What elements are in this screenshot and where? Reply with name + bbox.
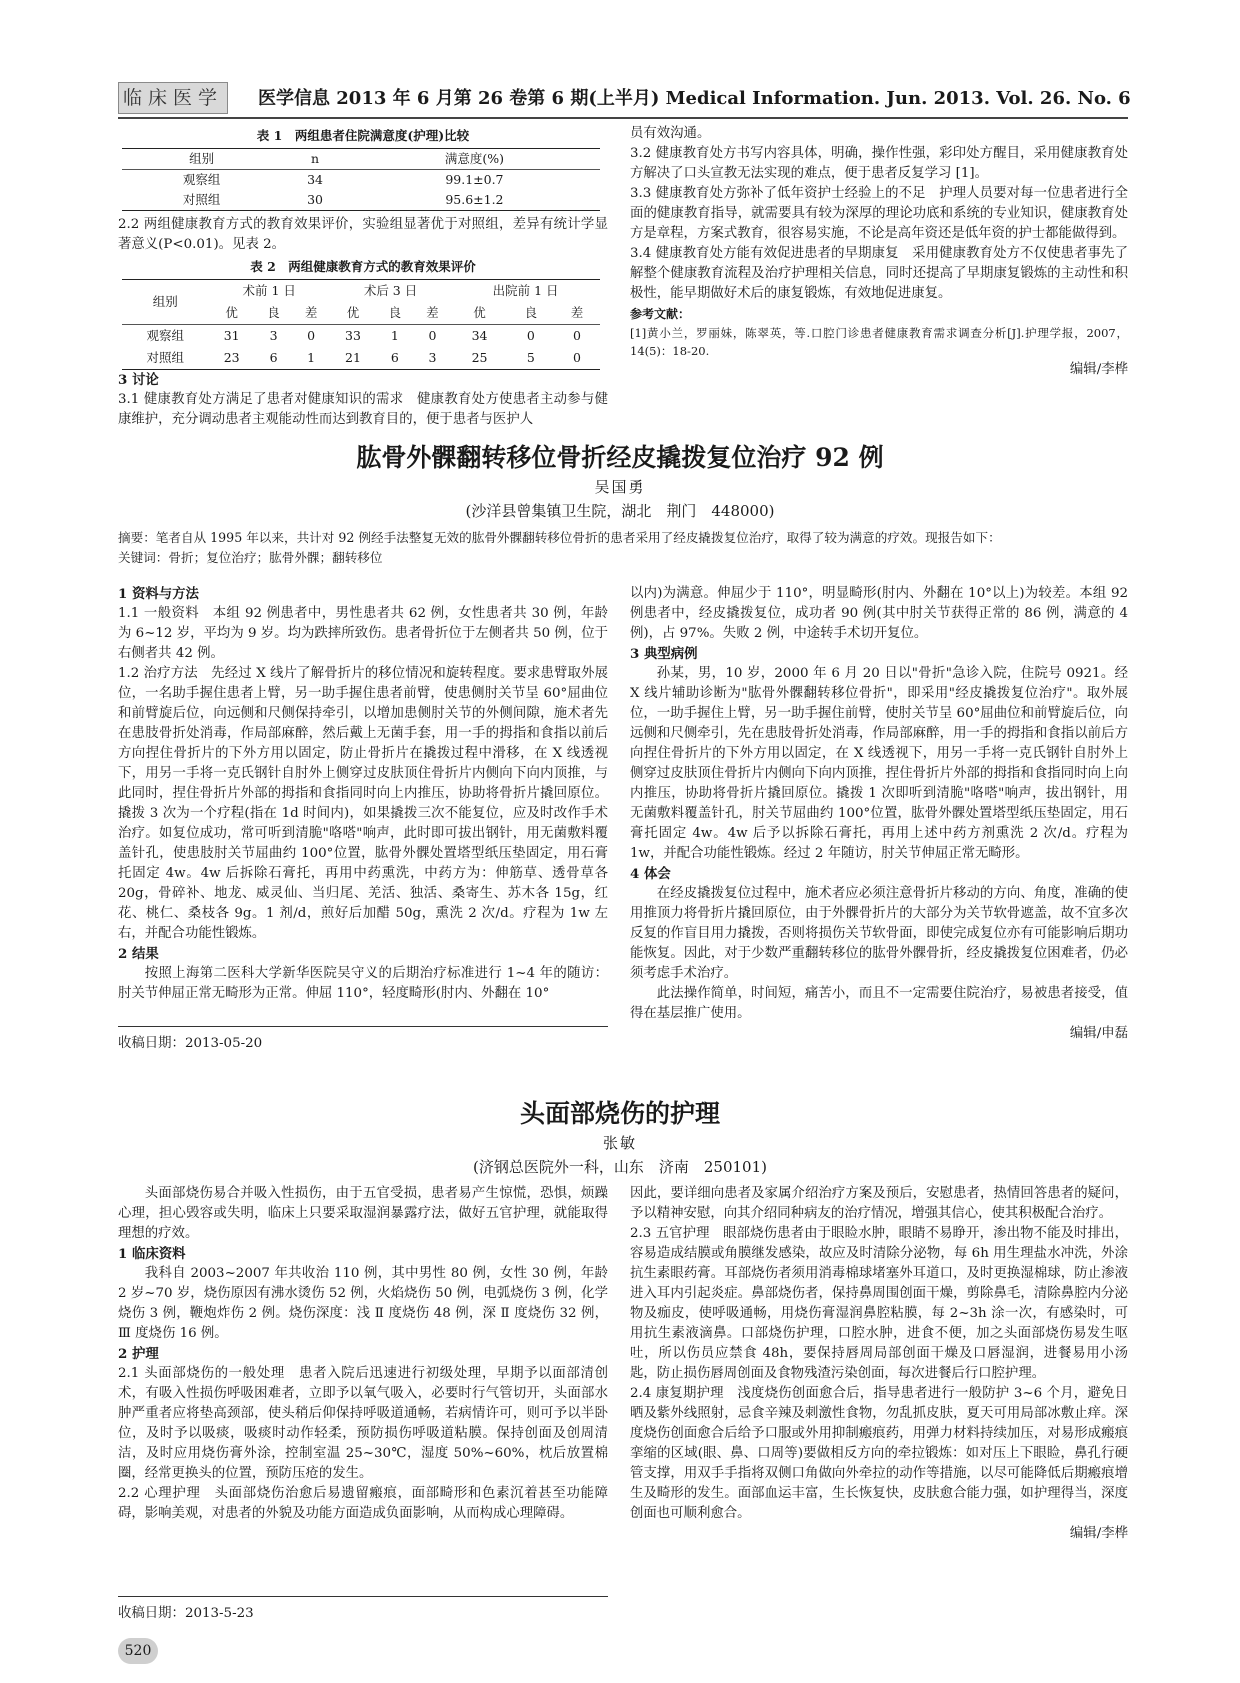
table1-caption: 表 1 两组患者住院满意度(护理)比较 bbox=[256, 128, 470, 143]
table-cell: 5 bbox=[526, 350, 535, 365]
paragraph: 孙某，男，10 岁，2000 年 6 月 20 日以"骨折"急诊入院，住院号 0921。经 X 线片辅助诊断为"肱骨外髁翻转移位骨折"，即采用"经皮撬拨复位治疗"。取外展位，一助手握住上臂，另一助手握住前臂，使肘关节呈 60°屈曲位和前臂旋后位，向远侧和尺侧牵引，先在患肢骨折处消毒，作局部麻醉，用一手的拇指和食指以前后方向捏住骨折片的下外方用以固定，在 X 线透视下，用另一手将一克氏钢针自肘外上侧穿过皮肤顶住骨折片内侧向下向内顶推，捏住骨折片外部的拇指和食指同时向上向内推压，协助将骨折片撬回原位。撬拨 1 次即听到清脆"咯嗒"响声，拔出钢针，用无菌敷料覆盖针孔，肘关节屈曲约 100°位置，肱骨外髁处置塔型纸压垫固定，用石膏托固定 4w。4w 后予以拆除石膏托，再用上述中药方剂熏洗 2 次/d。疗程为 1w，并配合功能性锻炼。经过 2 年随访，肘关节伸屈正常无畸形。 bbox=[630, 666, 1128, 861]
table-cell: 观察组 bbox=[182, 172, 221, 187]
article2-affiliation: (济钢总医院外一科，山东 济南 250101) bbox=[473, 1158, 767, 1176]
section-heading: 1 资料与方法 bbox=[118, 586, 199, 602]
table-cell: 6 bbox=[390, 350, 399, 365]
grade: 差 bbox=[570, 305, 584, 320]
table-row bbox=[122, 325, 600, 348]
section-heading: 2 护理 bbox=[118, 1346, 159, 1362]
article2-left-column bbox=[118, 1184, 608, 1524]
editor-credit: 编辑/李桦 bbox=[1069, 362, 1128, 377]
footnote-rule bbox=[118, 1596, 608, 1597]
article2-title: 头面部烧伤的护理 bbox=[519, 1099, 720, 1128]
grade: 差 bbox=[304, 305, 318, 320]
paragraph: 头面部烧伤易合并吸入性损伤，由于五官受损，患者易产生惊慌，恐惧，烦躁心理，担心毁容或失明，临床上只要采取湿润暴露疗法，做好五官护理，就能取得理想的疗效。 bbox=[118, 1186, 608, 1241]
table-cell: 33 bbox=[345, 328, 361, 343]
header-rule bbox=[118, 117, 1128, 119]
paragraph: 按照上海第二医科大学新华医院吴守义的后期治疗标准进行 1~4 年的随访：肘关节伸屈正常无畸形为正常。伸屈 110°，轻度畸形(肘内、外翻在 10° bbox=[118, 966, 608, 1001]
table1 bbox=[122, 148, 600, 211]
paragraph: 在经皮撬拨复位过程中，施术者应必须注意骨折片移动的方向、角度，准确的使用推顶力将骨折片撬回原位，由于外髁骨折片的大部分为关节软骨遮盖，故不宜多次反复的作盲目用力撬拨，否则将损伤关节软骨面，即使完成复位亦有可能影响后期功能恢复。因此，对于少数严重翻转移位的肱骨外髁骨折，经皮撬拨复位困难者，仍必须考虑手术治疗。 bbox=[630, 886, 1128, 981]
paragraph: 3.3 健康教育处方弥补了低年资护士经验上的不足 护理人员要对每一位患者进行全面的健康教育指导，就需要具有较为深厚的理论功底和系统的专业知识，健康教育处方是章程，方案式教育，很容易实施，不论是高年资还是低年资的护士都能做得到。 bbox=[630, 186, 1128, 241]
table1-header: n bbox=[311, 151, 320, 166]
table-cell: 34 bbox=[307, 172, 324, 187]
paragraph: 以内)为满意。伸屈少于 110°，明显畸形(肘内、外翻在 10°以上)为较差。本组 92 例患者中，经皮撬拨复位，成功者 90 例(其中肘关节获得正常的 86 例，满意的 4 例)，占 97%。失败 2 例，中途转手术切开复位。 bbox=[630, 586, 1128, 641]
section-heading: 3 讨论 bbox=[118, 372, 159, 388]
paragraph: 1.2 治疗方法 先经过 X 线片了解骨折片的移位情况和旋转程度。要求患臂取外展位，一名助手握住患者上臂，另一助手握住患者前臂，使患侧肘关节呈 60°屈曲位和前臂旋后位，向远侧和尺侧保持牵引，以增加患侧肘关节的外侧间隙，施术者先在患肢骨折处消毒，作局部麻醉，然后戴上无菌手套，用一手的拇指和食指以前后方向捏住骨折片的下外方用以固定，防止骨折片在撬拨过程中滑移，在 X 线透视下，用另一手将一克氏钢针自肘外上侧穿过皮肤顶住骨折片内侧向下向内顶推，与此同时，捏住骨折片外部的拇指和食指同时向上内推压，协助将骨折片撬回原位。撬拨 3 次为一个疗程(指在 1d 时间内)，如果撬拨三次不能复位，应及时改作手术治疗。如复位成功，常可听到清脆"咯嗒"响声，此时即可拔出钢针，用无菌敷料覆盖针孔，使患肢肘关节屈曲约 100°位置，肱骨外髁处置塔型纸压垫固定，用石膏托固定 4w。4w 后拆除石膏托，再用中药熏洗，中药方为：伸筋草、透骨草各 20g，骨碎补、地龙、威灵仙、当归尾、羌活、独活、桑寄生、苏木各 15g，红花、桃仁、桑枝各 9g。1 剂/d，煎好后加醋 50g，熏洗 2 次/d。疗程为 1w 左右，并配合功能性锻炼。 bbox=[118, 666, 608, 941]
table2-period: 术后 3 日 bbox=[363, 283, 418, 298]
grade: 优 bbox=[225, 305, 238, 320]
article1-affiliation: (沙洋县曾集镇卫生院，湖北 荆门 448000) bbox=[465, 502, 775, 520]
grade: 优 bbox=[346, 305, 360, 320]
table-cell: 34 bbox=[471, 328, 488, 343]
table-cell: 99.1±0.7 bbox=[445, 172, 504, 187]
abstract: 摘要：笔者自从 1995 年以来，共计对 92 例经手法整复无效的肱骨外髁翻转移位骨折的患者采用了经皮撬拨复位治疗，取得了较为满意的疗效。现报告如下： bbox=[118, 530, 1001, 545]
article2-author: 张敏 bbox=[602, 1134, 637, 1152]
grade: 良 bbox=[388, 305, 402, 320]
paragraph: 因此，要详细向患者及家属介绍治疗方案及预后，安慰患者，热情回答患者的疑问，予以精神安慰，向其介绍同种病友的治疗情况，增强其信心，使其积极配合治疗。 bbox=[630, 1186, 1128, 1221]
table-cell: 25 bbox=[471, 350, 488, 365]
footnote-rule bbox=[118, 1026, 608, 1027]
table-cell: 0 bbox=[307, 328, 316, 343]
paragraph: 3.2 健康教育处方书写内容具体，明确，操作性强，彩印处方醒目，采用健康教育处方解决了口头宣教无法实现的难点，便于患者反复学习 [1]。 bbox=[630, 146, 1128, 181]
section-heading: 3 典型病例 bbox=[630, 646, 698, 662]
editor-credit: 编辑/李桦 bbox=[1069, 1526, 1128, 1541]
table-row bbox=[122, 190, 600, 211]
page-number: 520 bbox=[118, 1638, 158, 1664]
received-date: 收稿日期：2013-5-23 bbox=[118, 1606, 254, 1621]
table-cell: 对照组 bbox=[182, 192, 221, 207]
grade: 良 bbox=[267, 305, 280, 320]
article2-right-column bbox=[630, 1184, 1128, 1544]
table-cell: 31 bbox=[223, 328, 240, 343]
table1-header: 组别 bbox=[189, 151, 215, 166]
table-cell: 观察组 bbox=[146, 328, 185, 343]
paragraph: 员有效沟通。 bbox=[630, 126, 711, 141]
table2-period: 术前 1 日 bbox=[242, 283, 296, 298]
journal-info: 医学信息 2013 年 6 月第 26 卷第 6 期(上半月) Medical Information. Jun. 2013. Vol. 26. No. 6 bbox=[258, 88, 1131, 109]
article1-author: 吴国勇 bbox=[594, 478, 646, 496]
section-label: 临床医学 bbox=[118, 82, 228, 114]
article1-left-column bbox=[118, 584, 608, 1004]
editor-credit: 编辑/申磊 bbox=[1069, 1026, 1128, 1041]
table-cell: 0 bbox=[526, 328, 535, 343]
article1-right-column bbox=[630, 584, 1128, 1044]
table-cell: 6 bbox=[269, 350, 278, 365]
paragraph: 1.1 一般资料 本组 92 例患者中，男性患者共 62 例，女性患者共 30 例，年龄为 6~12 岁，平均为 9 岁。均为跌摔所致伤。患者骨折位于左侧者共 50 例，位于右侧者共 42 例。 bbox=[118, 606, 608, 661]
table1-header: 满意度(%) bbox=[444, 151, 504, 166]
table-cell: 1 bbox=[390, 328, 399, 343]
paragraph: 2.2 两组健康教育方式的教育效果评价，实验组显著优于对照组，差异有统计学显著意义(P<0.01)。见表 2。 bbox=[118, 217, 608, 252]
table2-header: 组别 bbox=[122, 280, 209, 325]
section-heading: 1 临床资料 bbox=[118, 1246, 186, 1262]
paragraph: 3.4 健康教育处方能有效促进患者的早期康复 采用健康教育处方不仅使患者事先了解整个健康教育流程及治疗护理相关信息，同时还提高了早期康复锻炼的主动性和积极性，能早期做好术后的康复锻炼，有效地促进康复。 bbox=[630, 246, 1128, 301]
table2 bbox=[122, 279, 600, 370]
paragraph: 2.3 五官护理 眼部烧伤患者由于眼睑水肿，眼睛不易睁开，渗出物不能及时排出，容易造成结膜或角膜继发感染，故应及时清除分泌物，每 6h 用生理盐水冲洗，外涂抗生素眼药膏。耳部烧伤者须用消毒棉球堵塞外耳道口，及时更换湿棉球，防止渗液进入耳内引起炎症。鼻部烧伤者，保持鼻周围创面干燥，剪除鼻毛，清除鼻腔内分泌物及痂皮，使呼吸通畅，用烧伤膏湿润鼻腔粘膜，每 2~3h 涂一次，有感染时，可用抗生素液滴鼻。口部烧伤护理，口腔水肿，进食不便，加之头面部烧伤易发生呕吐，所以伤员应禁食 48h，要保持唇周局部创面干燥及口唇湿润，进餐易用小汤匙，防止损伤唇周创面及食物残渣污染创面，每次进餐后行口腔护理。 bbox=[630, 1226, 1128, 1381]
table-cell: 23 bbox=[223, 350, 240, 365]
paragraph: 此法操作简单，时间短，痛苦小，而且不一定需要住院治疗，易被患者接受，值得在基层推广使用。 bbox=[630, 986, 1128, 1021]
table-row bbox=[122, 170, 600, 191]
table-cell: 1 bbox=[307, 350, 316, 365]
received-date: 收稿日期：2013-05-20 bbox=[118, 1036, 263, 1051]
table2-caption: 表 2 两组健康教育方式的教育效果评价 bbox=[250, 259, 476, 274]
table2-period: 出院前 1 日 bbox=[492, 283, 559, 298]
grade: 优 bbox=[473, 305, 486, 320]
prev-article-left-column bbox=[118, 124, 608, 430]
paragraph: 2.1 头面部烧伤的一般处理 患者入院后迅速进行初级处理，早期予以面部清创术，有吸入性损伤呼吸困难者，立即予以氧气吸入，必要时行气管切开，头面部水肿严重者应将垫高颈部，使头稍后仰保持呼吸道通畅，若病情许可，则可予以半卧位，及时予以吸痰，吸痰时动作轻柔，预防损伤呼吸道粘膜。保持创面及创周清洁，及时应用烧伤膏外涂，控制室温 25~30℃，湿度 50%~60%，枕后放置棉圈，经常更换头的位置，预防压疮的发生。 bbox=[118, 1366, 608, 1481]
table-cell: 21 bbox=[345, 350, 361, 365]
table-cell: 0 bbox=[572, 350, 581, 365]
table-cell: 0 bbox=[428, 328, 437, 343]
table-cell: 3 bbox=[269, 328, 278, 343]
table-cell: 0 bbox=[572, 328, 581, 343]
references-heading: 参考文献： bbox=[630, 307, 691, 321]
paragraph: 我科自 2003~2007 年共收治 110 例，其中男性 80 例，女性 30 例，年龄 2 岁~70 岁，烧伤原因有沸水烫伤 52 例，火焰烧伤 50 例，电弧烧伤 3 例，化学烧伤 3 例，鞭炮炸伤 2 例。烧伤深度：浅 Ⅱ 度烧伤 48 例，深 Ⅱ 度烧伤 32 例，Ⅲ 度烧伤 16 例。 bbox=[118, 1266, 608, 1341]
paragraph: 3.1 健康教育处方满足了患者对健康知识的需求 健康教育处方使患者主动参与健康维护，充分调动患者主观能动性而达到教育目的，便于患者与医护人 bbox=[118, 392, 608, 427]
section-heading: 4 体会 bbox=[630, 866, 671, 882]
article1-title: 肱骨外髁翻转移位骨折经皮撬拨复位治疗 92 例 bbox=[356, 443, 884, 472]
paragraph: 2.2 心理护理 头面部烧伤治愈后易遗留瘢痕，面部畸形和色素沉着甚至功能障碍，影响美观，对患者的外貌及功能方面造成负面影响，从而构成心理障碍。 bbox=[118, 1486, 608, 1521]
table-cell: 95.6±1.2 bbox=[445, 192, 504, 207]
grade: 差 bbox=[426, 305, 439, 320]
section-heading: 2 结果 bbox=[118, 946, 159, 962]
reference-item: [1]黄小兰，罗丽妹，陈翠英，等.口腔门诊患者健康教育需求调查分析[J].护理学报，2007，14(5)：18-20. bbox=[630, 326, 1128, 358]
running-header bbox=[118, 82, 1131, 116]
article1-abstract-block bbox=[118, 528, 1128, 568]
paragraph: 2.4 康复期护理 浅度烧伤创面愈合后，指导患者进行一般防护 3~6 个月，避免日晒及紫外线照射，忌食辛辣及刺激性食物，勿乱抓皮肤，夏天可用局部冰敷止痒。深度烧伤创面愈合后给予口服或外用抑制瘢痕药，用弹力材料持续加压，对易形成瘢痕挛缩的区域(眼、鼻、口周等)要做相反方向的牵拉锻炼：如对压上下眼睑，鼻孔行硬管支撑，用双手手指将双侧口角做向外牵拉的动作等措施，以尽可能降低后期瘢痕增生及畸形的发生。面部血运丰富，生长恢复快，皮肤愈合能力强，如护理得当，深度创面也可顺利愈合。 bbox=[630, 1386, 1128, 1521]
keywords: 关键词：骨折；复位治疗；肱骨外髁；翻转移位 bbox=[118, 550, 383, 565]
prev-article-right-column bbox=[630, 124, 1128, 380]
grade: 良 bbox=[524, 305, 538, 320]
table-cell: 3 bbox=[428, 350, 437, 365]
table-cell: 30 bbox=[307, 192, 324, 207]
table-row bbox=[122, 347, 600, 370]
table-cell: 对照组 bbox=[146, 350, 185, 365]
